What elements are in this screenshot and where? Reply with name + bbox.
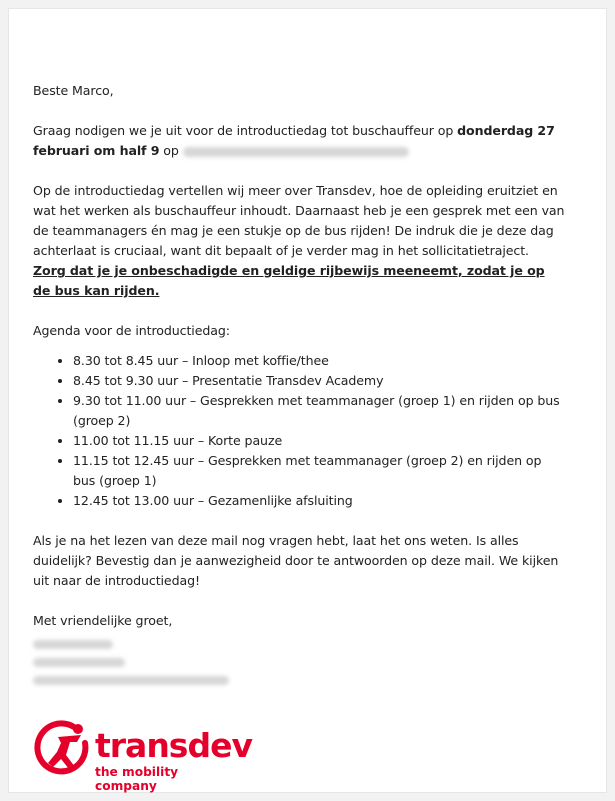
agenda-item: • 9.30 tot 11.00 uur – Gesprekken met teammanager (groep 1) en rijden op bus (groep 2) xyxy=(73,391,565,431)
invite-date: donderdag 27 februari om half 9 xyxy=(33,123,555,158)
email-card xyxy=(8,8,607,793)
invite-paragraph xyxy=(33,121,565,161)
agenda-item: • 8.45 tot 9.30 uur – Presentatie Transdev Academy xyxy=(73,371,565,391)
signature xyxy=(33,611,565,685)
agenda-title: Agenda voor de introductiedag: xyxy=(33,323,230,338)
redacted-email xyxy=(33,676,229,685)
agenda-item: • 11.15 tot 12.45 uur – Gesprekken met teammanager (groep 2) en rijden op bus (groep 1) xyxy=(73,451,565,491)
email-body xyxy=(33,81,565,685)
transdev-logo xyxy=(33,717,252,793)
invite-location-prefix: op xyxy=(159,143,179,158)
invite-text: Graag nodigen we je uit voor de introductiedag tot buschauffeur op xyxy=(33,123,458,138)
redacted-phone xyxy=(33,658,125,667)
intro-text: Op de introductiedag vertellen wij meer over Transdev, hoe de opleiding eruitziet en wat het werken als buschauffeur inhoudt. Daarnaast heb je een gesprek met een van de teammanagers én mag je een stukje op de bus rijden! De indruk die je deze dag achterlaat is cruciaal, want dit bepaalt of je verder mag in het sollicitatietraject. xyxy=(33,183,565,258)
intro-paragraph xyxy=(33,181,565,301)
closing-paragraph: Als je na het lezen van deze mail nog vragen hebt, laat het ons weten. Is alles duidelijk? Bevestig dan je aanwezigheid door te antwoorden op deze mail. We kijken uit naar de introductiedag! xyxy=(33,533,559,588)
agenda-list xyxy=(33,351,565,511)
agenda-item: • 11.00 tot 11.15 uur – Korte pauze xyxy=(73,431,565,451)
logo-tagline: the mobility company xyxy=(95,765,179,793)
runner-icon xyxy=(33,717,95,779)
greeting: Beste Marco, xyxy=(33,83,114,98)
redacted-name xyxy=(33,640,113,649)
license-notice: Zorg dat je je onbeschadigde en geldige rijbewijs meeneemt, zodat je op de bus kan rijden. xyxy=(33,263,545,298)
agenda-item: • 12.45 tot 13.00 uur – Gezamenlijke afsluiting xyxy=(73,491,565,511)
signoff: Met vriendelijke groet, xyxy=(33,613,173,628)
logo-wordmark: transdev xyxy=(95,726,252,765)
redacted-location xyxy=(183,147,409,157)
agenda-item: • 8.30 tot 8.45 uur – Inloop met koffie/thee xyxy=(73,351,565,371)
redacted-signature xyxy=(33,640,565,685)
